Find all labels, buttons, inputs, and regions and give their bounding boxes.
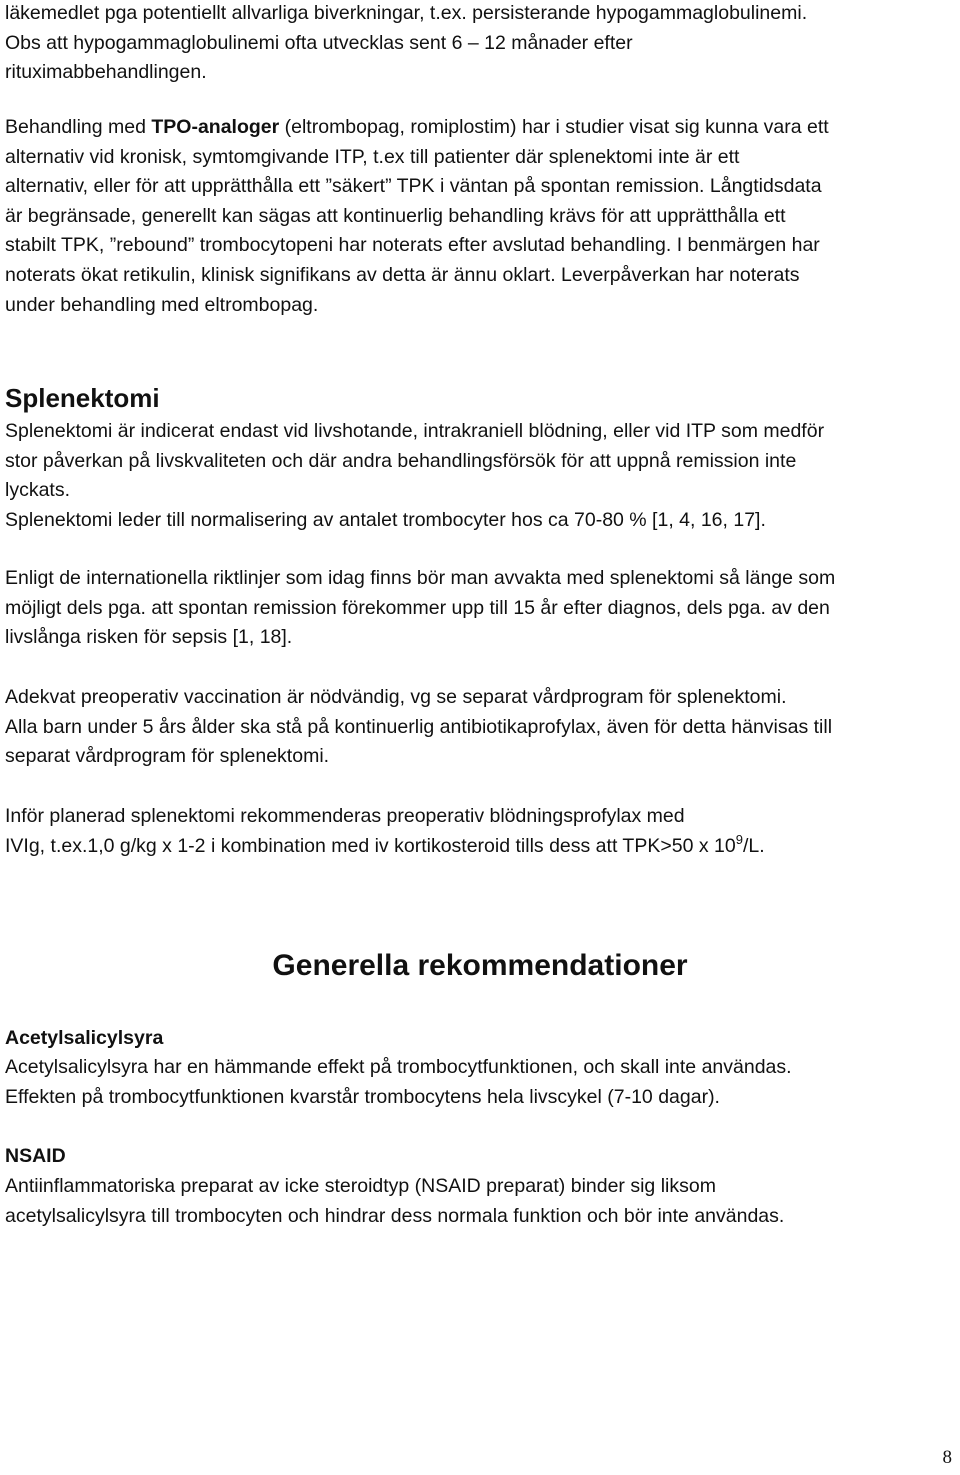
splenektomi-paragraph-1: [5, 417, 955, 535]
tpo-paragraph: [5, 113, 955, 320]
text-line: lyckats.: [5, 479, 71, 502]
text-line: Acetylsalicylsyra har en hämmande effekt på trombocytfunktionen, och skall inte användas.: [5, 1056, 792, 1078]
text-line: Alla barn under 5 års ålder ska stå på kontinuerlig antibiotikaprofylax, även för detta hänvisas till: [5, 715, 833, 738]
text-line: stabilt TPK, ”rebound” trombocytopeni har noterats efter avslutad behandling. I benmärgen har: [5, 234, 820, 257]
text-line: möjligt dels pga. att spontan remission förekommer upp till 15 år efter diagnos, dels pga. av den: [5, 596, 830, 619]
intro-paragraph: [5, 0, 955, 88]
text-fragment: Behandling med: [5, 116, 152, 138]
superscript-exponent: 9: [735, 832, 743, 847]
subheading-nsaid: NSAID: [5, 1145, 66, 1167]
text-line: läkemedlet pga potentiellt allvarliga biverkningar, t.ex. persisterande hypogammaglobulinemi.: [5, 2, 808, 24]
text-line: Obs att hypogammaglobulinemi ofta utvecklas sent 6 – 12 månader efter: [5, 31, 633, 54]
main-heading-general-recommendations: Generella rekommendationer: [272, 949, 688, 982]
text-line: Splenektomi leder till normalisering av antalet trombocyter hos ca 70-80 % [1, 4, 16, 17].: [5, 508, 766, 531]
text-line: separat vårdprogram för splenektomi.: [5, 745, 330, 768]
page-number: 8: [942, 1447, 952, 1468]
text-fragment: IVIg, t.ex.1,0 g/kg x 1-2 i kombination med iv kortikosteroid tills dess att TPK>50 x 10: [5, 835, 736, 857]
text-line: rituximabbehandlingen.: [5, 61, 207, 84]
section-heading-splenektomi: Splenektomi: [5, 383, 160, 413]
text-line: stor påverkan på livskvaliteten och där andra behandlingsförsök för att uppnå remission inte: [5, 449, 797, 472]
text-line: är begränsade, generellt kan sägas att kontinuerlig behandling krävs för att upprätthålla ett: [5, 204, 786, 227]
splenektomi-paragraph-3: [5, 683, 955, 772]
bold-term: TPO-analoger: [151, 116, 280, 138]
text-line: noterats ökat retikulin, klinisk signifikans av detta är ännu oklart. Leverpåverkan har noterats: [5, 263, 800, 286]
text-line: [5, 113, 955, 143]
splenektomi-paragraph-2: [5, 564, 955, 653]
text-fragment: (eltrombopag, romiplostim) har i studier visat sig kunna vara ett: [279, 116, 829, 138]
text-line: alternativ, eller för att upprätthålla ett ”säkert” TPK i väntan på spontan remission. Långtidsdata: [5, 175, 822, 198]
text-line: alternativ vid kronisk, symtomgivande ITP, t.ex till patienter där splenektomi inte är ett: [5, 145, 740, 168]
text-line: Inför planerad splenektomi rekommenderas preoperativ blödningsprofylax med: [5, 805, 685, 827]
text-line: Effekten på trombocytfunktionen kvarstår trombocytens hela livscykel (7-10 dagar).: [5, 1085, 720, 1108]
subheading-acetylsalicylsyra: Acetylsalicylsyra: [5, 1027, 164, 1049]
text-line: Antiinflammatoriska preparat av icke steroidtyp (NSAID preparat) binder sig liksom: [5, 1175, 716, 1197]
text-line: [5, 831, 955, 861]
text-line: Enligt de internationella riktlinjer som idag finns bör man avvakta med splenektomi så länge som: [5, 567, 836, 589]
text-line: under behandling med eltrombopag.: [5, 293, 319, 316]
splenektomi-paragraph-4: [5, 801, 955, 861]
text-line: acetylsalicylsyra till trombocyten och hindrar dess normala funktion och bör inte användas.: [5, 1204, 785, 1227]
text-fragment: /L.: [742, 835, 765, 857]
text-line: Splenektomi är indicerat endast vid livshotande, intrakraniell blödning, eller vid ITP som medför: [5, 420, 825, 442]
text-line: livslånga risken för sepsis [1, 18].: [5, 626, 293, 649]
acetylsalicylsyra-paragraph: [5, 1053, 955, 1112]
text-line: Adekvat preoperativ vaccination är nödvändig, vg se separat vårdprogram för splenektomi.: [5, 686, 787, 708]
nsaid-paragraph: [5, 1172, 955, 1231]
